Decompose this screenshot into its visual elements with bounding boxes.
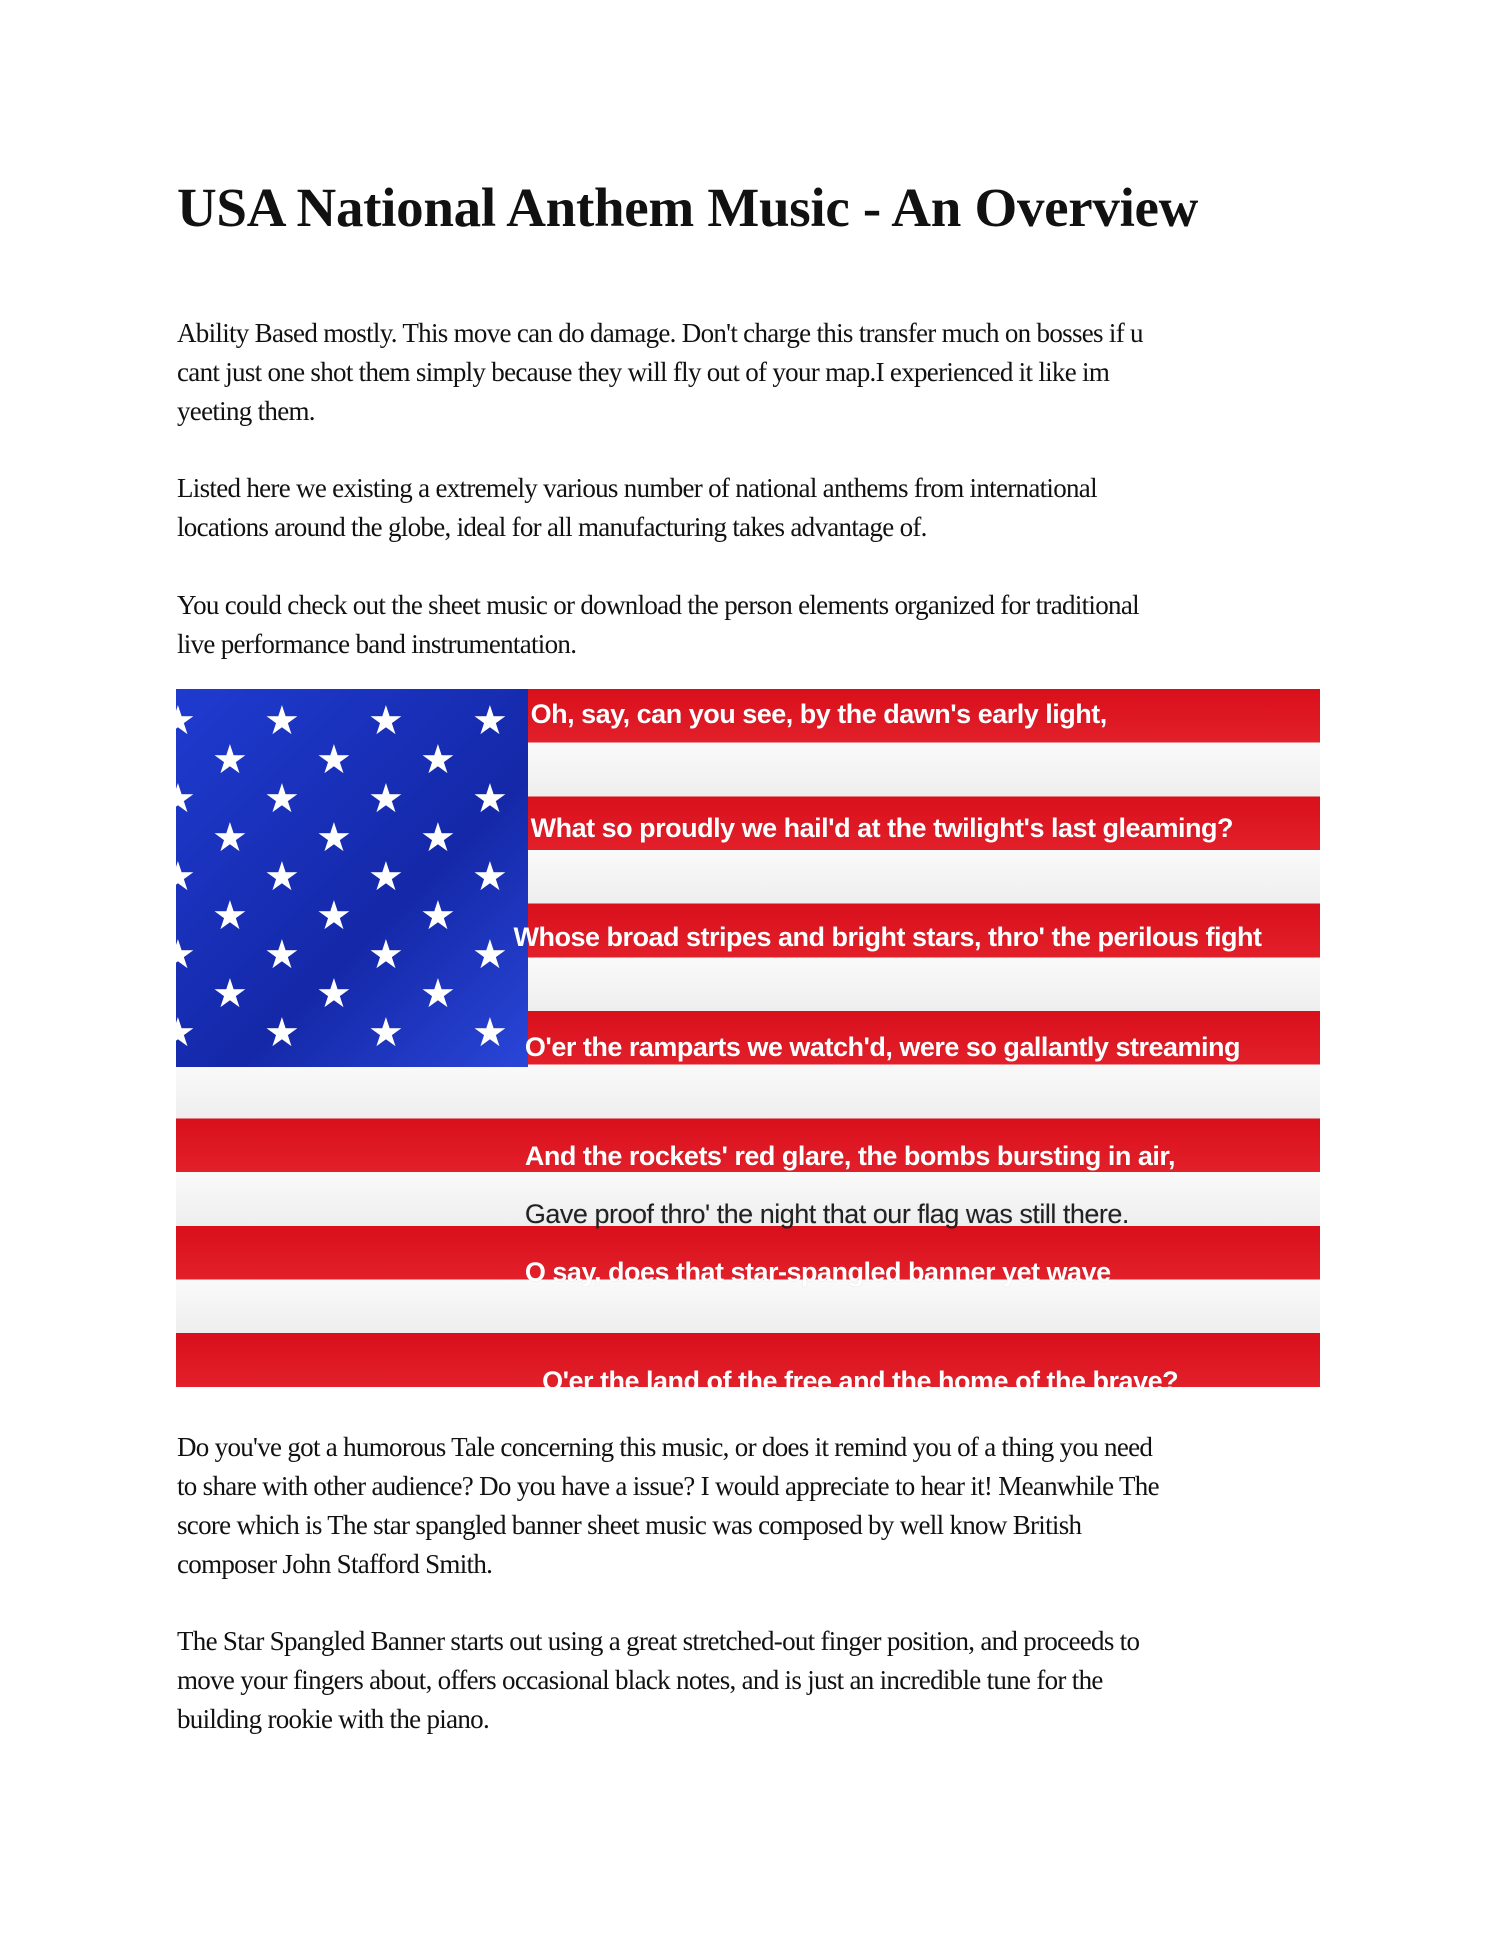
- star-icon: ★: [264, 776, 300, 822]
- flag-lyrics-image: [160, 689, 1320, 1397]
- star-icon: ★: [472, 698, 508, 744]
- text-line: building rookie with the piano.: [177, 1704, 490, 1734]
- star-icon: ★: [316, 815, 352, 861]
- text-line: Do you've got a humorous Tale concerning this music, or does it remind you of a thing you need: [177, 1432, 1153, 1462]
- star-icon: ★: [472, 854, 508, 900]
- star-icon: ★: [368, 854, 404, 900]
- text-line: Listed here we existing a extremely various number of national anthems from international: [177, 473, 1097, 503]
- text-line: composer John Stafford Smith.: [177, 1549, 493, 1579]
- text-line: Ability Based mostly. This move can do damage. Don't charge this transfer much on bosses if u: [177, 318, 1143, 348]
- flag-canton: [160, 689, 528, 1067]
- lyric-line: What so proudly we hail'd at the twilight's last gleaming?: [530, 813, 1234, 844]
- text-line: move your fingers about, offers occasional black notes, and is just an incredible tune for the: [177, 1665, 1103, 1695]
- lyric-line: Gave proof thro' the night that our flag was still there.: [524, 1199, 1129, 1230]
- star-icon: ★: [420, 971, 456, 1017]
- star-icon: ★: [368, 932, 404, 978]
- star-icon: ★: [264, 1010, 300, 1056]
- star-icon: ★: [420, 815, 456, 861]
- star-icon: ★: [160, 776, 196, 822]
- paragraph-2: [177, 469, 1097, 547]
- text-line: cant just one shot them simply because they will fly out of your map.I experienced it like im: [177, 357, 1110, 387]
- text-line: yeeting them.: [177, 396, 315, 426]
- paragraph-1: [177, 314, 1143, 431]
- lyric-line: O say, does that star-spangled banner yet wave: [524, 1257, 1111, 1288]
- star-icon: ★: [316, 893, 352, 939]
- lyric-line: Whose broad stripes and bright stars, thro' the perilous fight: [513, 922, 1262, 953]
- star-icon: ★: [212, 893, 248, 939]
- star-icon: ★: [160, 698, 196, 744]
- lyric-line: And the rockets' red glare, the bombs bursting in air,: [524, 1141, 1175, 1172]
- star-icon: ★: [160, 854, 196, 900]
- lyric-line: Oh, say, can you see, by the dawn's early light,: [530, 699, 1107, 730]
- star-icon: ★: [212, 971, 248, 1017]
- star-icon: ★: [316, 737, 352, 783]
- star-icon: ★: [420, 737, 456, 783]
- star-icon: ★: [212, 737, 248, 783]
- paragraph-5: [177, 1622, 1139, 1739]
- star-icon: ★: [472, 1010, 508, 1056]
- text-line: to share with other audience? Do you have a issue? I would appreciate to hear it! Meanwhile The: [177, 1471, 1159, 1501]
- lyric-line: O'er the land of the free and the home of the brave?: [542, 1366, 1179, 1397]
- lyric-line: O'er the ramparts we watch'd, were so gallantly streaming: [524, 1032, 1240, 1063]
- paragraph-3: [177, 586, 1139, 664]
- text-line: live performance band instrumentation.: [177, 629, 577, 659]
- paragraph-4: [177, 1428, 1159, 1584]
- star-icon: ★: [472, 932, 508, 978]
- page-title: USA National Anthem Music - An Overview: [177, 177, 1199, 238]
- star-icon: ★: [368, 776, 404, 822]
- star-icon: ★: [420, 893, 456, 939]
- star-icon: ★: [160, 1010, 196, 1056]
- star-icon: ★: [368, 1010, 404, 1056]
- text-line: You could check out the sheet music or download the person elements organized for traditional: [177, 590, 1139, 620]
- text-line: score which is The star spangled banner sheet music was composed by well know British: [177, 1510, 1082, 1540]
- star-icon: ★: [264, 854, 300, 900]
- star-icon: ★: [264, 698, 300, 744]
- star-icon: ★: [472, 776, 508, 822]
- text-line: The Star Spangled Banner starts out using a great stretched-out finger position, and proceeds to: [177, 1626, 1140, 1656]
- star-icon: ★: [160, 932, 196, 978]
- star-icon: ★: [368, 698, 404, 744]
- text-line: locations around the globe, ideal for all manufacturing takes advantage of.: [177, 512, 927, 542]
- star-icon: ★: [316, 971, 352, 1017]
- star-icon: ★: [264, 932, 300, 978]
- star-icon: ★: [212, 815, 248, 861]
